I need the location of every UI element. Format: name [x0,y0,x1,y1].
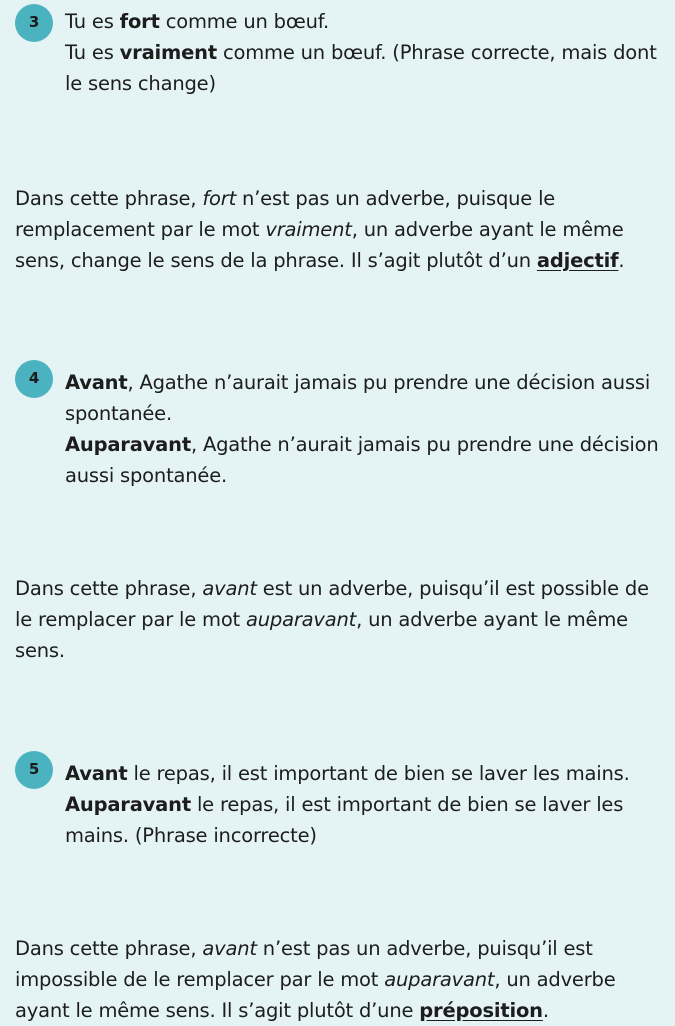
sentence-original: Avant, Agathe n’aurait jamais pu prendre une décision aussi spontanée. [65,371,651,425]
keyword: Auparavant [65,793,191,816]
sentence-original: Avant le repas, il est important de bien se laver les mains. [65,762,630,785]
explanation-5: Dans cette phrase, avant n’est pas un adverbe, puisqu’il est impossible de le remplacer par le mot auparavant, un adverbe ayant le même sens. Il s’agit plutôt d’une préposition. [15,937,616,1022]
keyword: vraiment [119,41,217,64]
keyword: fort [119,10,160,33]
explanation-3: Dans cette phrase, fort n’est pas un adverbe, puisque le remplacement par le mot vraiment, un adverbe ayant le même sens, change le sens de la phrase. Il s’agit plutôt d’un adjectif. [15,187,625,272]
example-number-badge: 5 [15,751,53,789]
sentence-replacement: Tu es vraiment comme un bœuf. (Phrase correcte, mais dont le sens change) [65,41,657,95]
keyword: Auparavant [65,433,191,456]
sentence-replacement: Auparavant le repas, il est important de bien se laver les mains. (Phrase incorrecte) [65,793,624,847]
example-number-badge: 4 [15,360,53,398]
keyword: Avant [65,762,128,785]
term-link-preposition[interactable]: préposition [419,999,543,1022]
example-sentences [65,367,665,491]
sentence-replacement: Auparavant, Agathe n’aurait jamais pu prendre une décision aussi spontanée. [65,433,659,487]
example-number-badge: 3 [15,4,53,42]
example-sentences [65,6,665,99]
sentence-original: Tu es fort comme un bœuf. [65,10,329,33]
keyword: Avant [65,371,128,394]
term-link-adjectif[interactable]: adjectif [536,249,619,272]
explanation-4: Dans cette phrase, avant est un adverbe, puisqu’il est possible de le remplacer par le mot auparavant, un adverbe ayant le même sens. [15,577,649,662]
example-sentences [65,758,665,851]
